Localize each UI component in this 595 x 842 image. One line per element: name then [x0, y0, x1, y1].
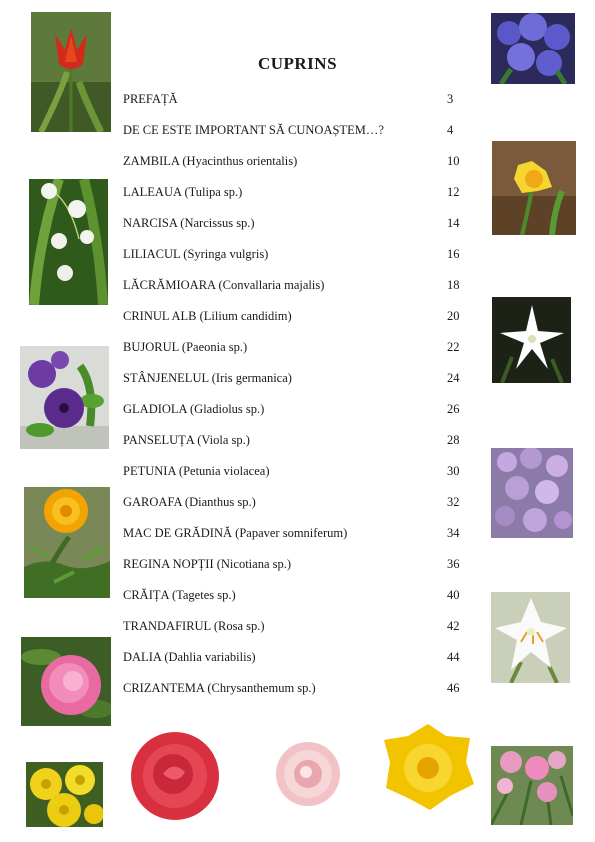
- toc-page-number: 34: [447, 526, 460, 540]
- toc-page-number: 26: [447, 402, 460, 416]
- toc-page-number: 20: [447, 309, 460, 323]
- toc-page-number: 36: [447, 557, 460, 571]
- toc-label: TRANDAFIRUL (Rosa sp.): [123, 619, 265, 633]
- pink-dianthus-photo: [491, 746, 573, 825]
- toc-page-number: 18: [447, 278, 460, 292]
- toc-label: LILIACUL (Syringa vulgris): [123, 247, 269, 261]
- toc-row: [123, 88, 468, 119]
- toc-row: [123, 367, 468, 398]
- lilac-photo: [491, 448, 573, 538]
- toc-page-number: 42: [447, 619, 460, 633]
- toc-label: DALIA (Dahlia variabilis): [123, 650, 256, 664]
- toc-row: [123, 398, 468, 429]
- toc-row: [123, 212, 468, 243]
- toc-page-number: 14: [447, 216, 460, 230]
- petunia-photo: [20, 346, 109, 449]
- toc-row: [123, 491, 468, 522]
- toc-page-number: 24: [447, 371, 460, 385]
- toc-row: [123, 615, 468, 646]
- nicotiana-photo: [492, 297, 571, 383]
- toc-row: [123, 584, 468, 615]
- table-of-contents: [123, 88, 468, 708]
- toc-page-number: 3: [447, 92, 454, 106]
- toc-label: LĂCRĂMIOARA (Convallaria majalis): [123, 278, 325, 292]
- chrysanthemum-photo: [26, 762, 103, 827]
- toc-label: GLADIOLA (Gladiolus sp.): [123, 402, 265, 416]
- toc-label: PETUNIA (Petunia violacea): [123, 464, 270, 478]
- toc-row: [123, 150, 468, 181]
- toc-row: [123, 522, 468, 553]
- toc-label: GAROAFA (Dianthus sp.): [123, 495, 256, 509]
- toc-page-number: 30: [447, 464, 460, 478]
- toc-page-number: 4: [447, 123, 454, 137]
- toc-label: MAC DE GRĂDINĂ (Papaver somniferum): [123, 526, 348, 540]
- daffodil-photo: [492, 141, 576, 235]
- white-lily-photo: [491, 592, 570, 683]
- marigold-photo: [24, 487, 110, 598]
- toc-label: BUJORUL (Paeonia sp.): [123, 340, 248, 354]
- toc-row: [123, 305, 468, 336]
- toc-row: [123, 181, 468, 212]
- toc-label: PREFAȚĂ: [123, 92, 178, 106]
- toc-row: [123, 553, 468, 584]
- toc-label: REGINA NOPȚII (Nicotiana sp.): [123, 557, 292, 571]
- page-title: CUPRINS: [257, 54, 338, 73]
- toc-label: LALEAUA (Tulipa sp.): [123, 185, 243, 199]
- toc-row: [123, 429, 468, 460]
- toc-row: [123, 119, 468, 150]
- lily-of-the-valley-photo: [29, 179, 108, 305]
- toc-page-number: 40: [447, 588, 460, 602]
- toc-row: [123, 677, 468, 708]
- toc-row: [123, 646, 468, 677]
- toc-label: CRĂIȚA (Tagetes sp.): [123, 588, 236, 602]
- toc-page-number: 32: [447, 495, 460, 509]
- toc-label: PANSELUȚA (Viola sp.): [123, 433, 250, 447]
- toc-label: DE CE ESTE IMPORTANT SĂ CUNOAȘTEM…?: [123, 123, 384, 137]
- toc-row: [123, 336, 468, 367]
- tulip-photo: [31, 12, 111, 132]
- toc-label: CRINUL ALB (Lilium candidim): [123, 309, 292, 323]
- toc-page-number: 22: [447, 340, 460, 354]
- toc-row: [123, 243, 468, 274]
- toc-row: [123, 274, 468, 305]
- toc-label: ZAMBILA (Hyacinthus orientalis): [123, 154, 298, 168]
- red-rose-photo: [127, 730, 223, 822]
- toc-label: NARCISA (Narcissus sp.): [123, 216, 255, 230]
- carnation-photo: [273, 740, 343, 808]
- toc-label: CRIZANTEMA (Chrysanthemum sp.): [123, 681, 316, 695]
- toc-page-number: 28: [447, 433, 460, 447]
- toc-page-number: 10: [447, 154, 460, 168]
- toc-row: [123, 460, 468, 491]
- peony-photo: [21, 637, 111, 726]
- yellow-rose-photo: [380, 722, 476, 812]
- toc-page-number: 16: [447, 247, 460, 261]
- toc-label: STÂNJENELUL (Iris germanica): [123, 371, 292, 385]
- toc-page-number: 46: [447, 681, 460, 695]
- hyacinth-photo: [491, 13, 575, 84]
- toc-page-number: 12: [447, 185, 460, 199]
- toc-page-number: 44: [447, 650, 460, 664]
